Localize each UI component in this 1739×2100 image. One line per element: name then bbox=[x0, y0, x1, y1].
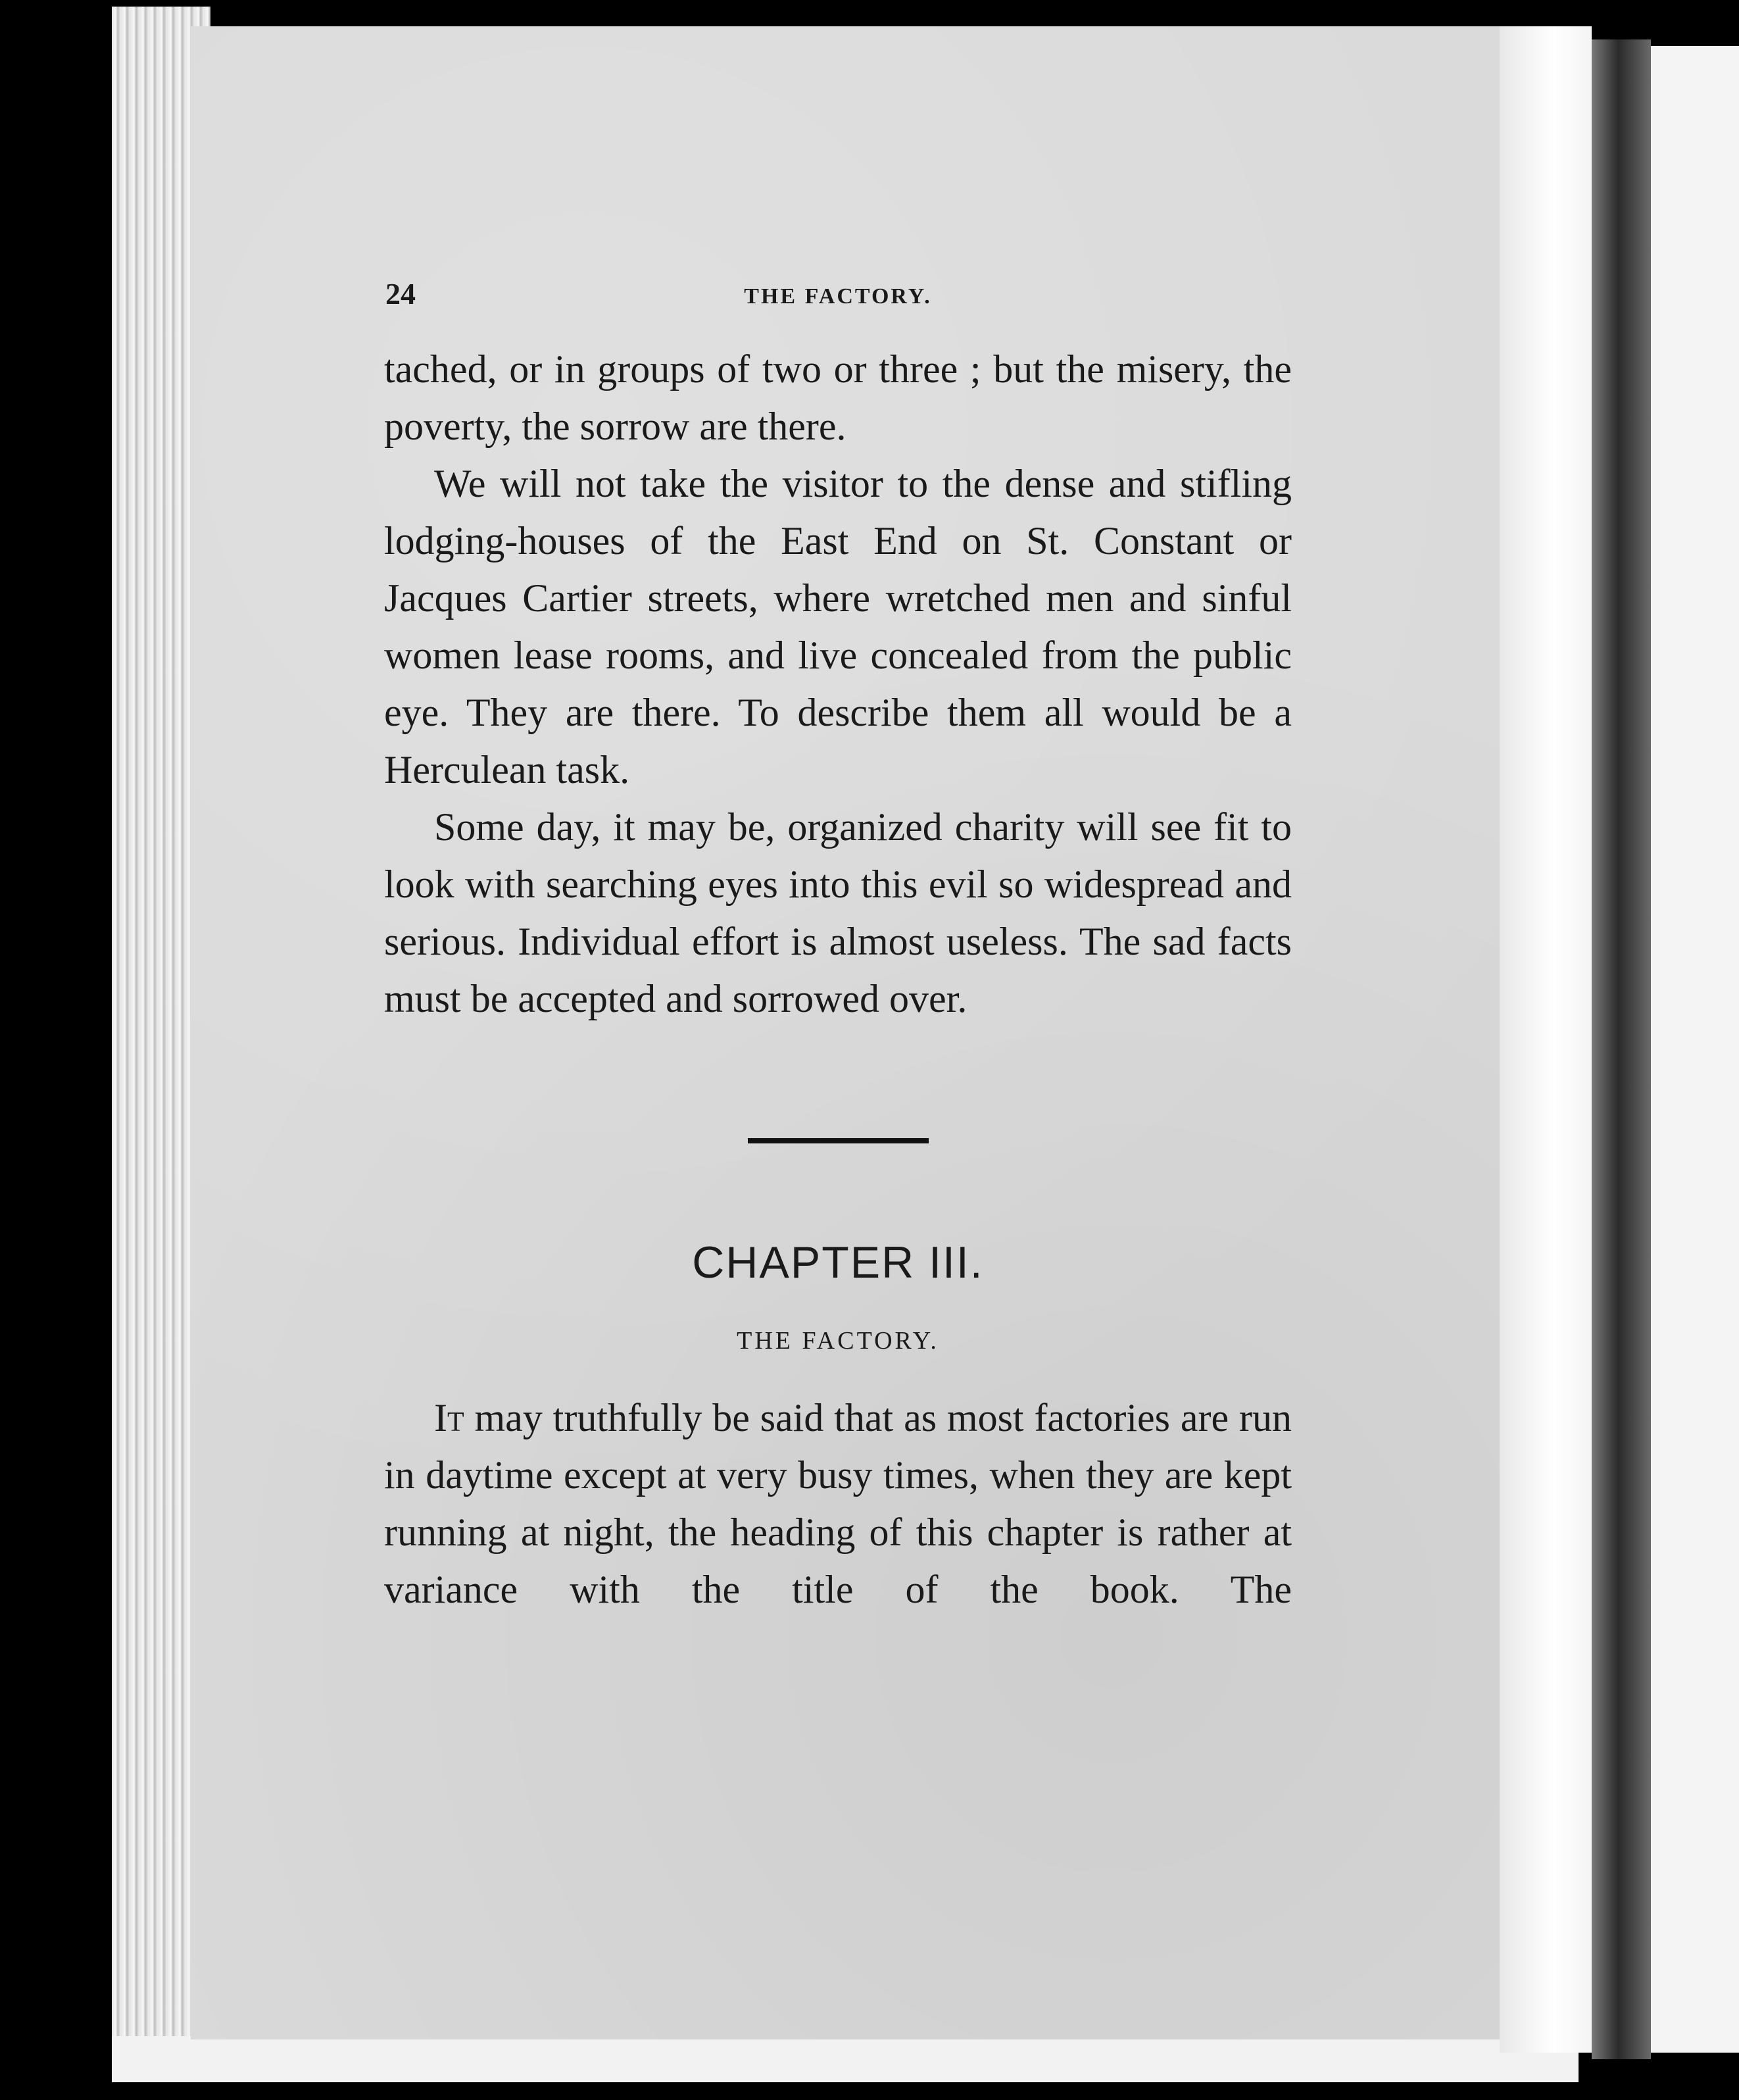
paragraph-1: tached, or in groups of two or three ; but the misery, the poverty, the sorrow are there. bbox=[384, 347, 1292, 448]
paragraph-3: Some day, it may be, organized charity will see fit to look with searching eyes into this evil so widespread and serious. Individual effort is almost useless. The sad facts must be accepted and sorrowed over. bbox=[384, 805, 1292, 1020]
book-spine-shadow bbox=[1592, 39, 1651, 2059]
section-divider bbox=[748, 1138, 929, 1143]
opening-text: may truthfully be said that as most factories are run in daytime except at very busy times, when they are kept running at night, the heading of this chapter is rather at variance with the title of the book. The bbox=[384, 1396, 1292, 1611]
chapter-subtitle: THE FACTORY. bbox=[737, 1327, 939, 1355]
facing-page-edge bbox=[1651, 46, 1739, 2053]
page-number: 24 bbox=[385, 277, 416, 311]
running-head bbox=[384, 263, 1292, 316]
page-bottom-edge bbox=[112, 2036, 1579, 2082]
running-title: THE FACTORY. bbox=[744, 284, 932, 309]
opening-word: It bbox=[434, 1396, 464, 1439]
page-text bbox=[384, 263, 1292, 1618]
page-margin-right bbox=[1500, 26, 1592, 2053]
chapter-opening-paragraph bbox=[384, 1389, 1292, 1618]
chapter-title: CHAPTER III. bbox=[692, 1238, 984, 1288]
paragraph-2: We will not take the visitor to the dense and stifling lodging-houses of the East End on St. Constant or Jacques Cartier streets, where wretched men and sinful women lease rooms, and live concealed from the public eye. They are there. To describe them all would be a Herculean task. bbox=[384, 462, 1292, 791]
